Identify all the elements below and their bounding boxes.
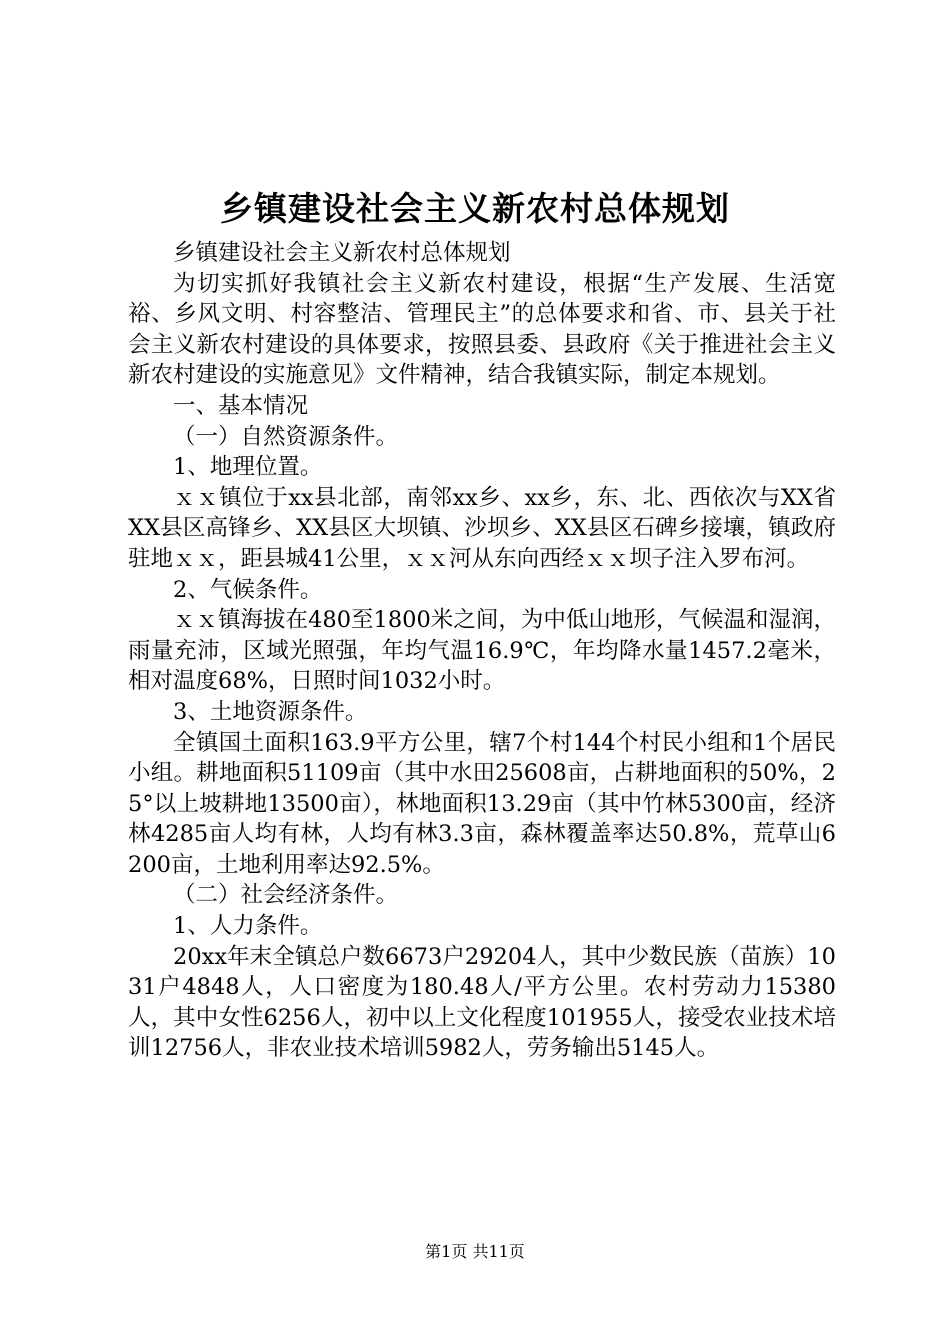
item-heading-manpower: 1、人力条件。 bbox=[173, 913, 323, 940]
item-heading-land: 3、土地资源条件。 bbox=[173, 698, 368, 725]
document-title: 乡镇建设社会主义新农村总体规划 bbox=[220, 189, 730, 228]
paragraph-manpower: 20xx年末全镇总户数6673户29204人，其中少数民族（苗族）1031户4848人，人口密度为180.48人/平方公里。农村劳动力15380人，其中女性6256人，初中以上文化程度101955人，接受农业技术培训12756人，非农业技术培训5982人，劳务输出5145人。 bbox=[128, 943, 836, 1062]
paragraph-location: ｘｘ镇位于xx县北部，南邻xx乡、xx乡，东、北、西依次与XX省XX县区高锋乡、XX县区大坝镇、沙坝乡、XX县区石碑乡接壤，镇政府驻地ｘｘ，距县城41公里，ｘｘ河从东向西经ｘｘ坝子注入罗布河。 bbox=[128, 484, 836, 572]
paragraph-subtitle: 乡镇建设社会主义新农村总体规划 bbox=[173, 240, 511, 266]
paragraph-land: 全镇国土面积163.9平方公里，辖7个村144个村民小组和1个居民小组。耕地面积51109亩（其中水田25608亩，占耕地面积的50%，25°以上坡耕地13500亩），林地面积13.29亩（其中竹林5300亩，经济林4285亩人均有林，人均有林3.3亩，森林覆盖率达50.8%，荒草山6200亩，土地利用率达92.5%。 bbox=[128, 729, 836, 878]
item-heading-climate: 2、气候条件。 bbox=[173, 576, 323, 603]
page-footer: 第1页 共11页 bbox=[425, 1242, 525, 1261]
section-heading-basic-situation: 一、基本情况 bbox=[173, 392, 309, 419]
paragraph-intro: 为切实抓好我镇社会主义新农村建设，根据“生产发展、生活宽裕、乡风文明、村容整洁、管理民主”的总体要求和省、市、县关于社会主义新农村建设的具体要求，按照县委、县政府《关于推进社会主义新农村建设的实施意见》文件精神，结合我镇实际，制定本规划。 bbox=[128, 270, 836, 389]
subsection-heading-socioeconomic: （二）社会经济条件。 bbox=[173, 882, 399, 909]
subsection-heading-natural-resources: （一）自然资源条件。 bbox=[173, 423, 399, 450]
paragraph-climate: ｘｘ镇海拔在480至1800米之间，为中低山地形，气候温和湿润，雨量充沛，区域光照强，年均气温16.9℃，年均降水量1457.2毫米，相对温度68%，日照时间1032小时。 bbox=[128, 607, 836, 695]
item-heading-location: 1、地理位置。 bbox=[173, 454, 323, 481]
document-body bbox=[128, 238, 836, 1064]
